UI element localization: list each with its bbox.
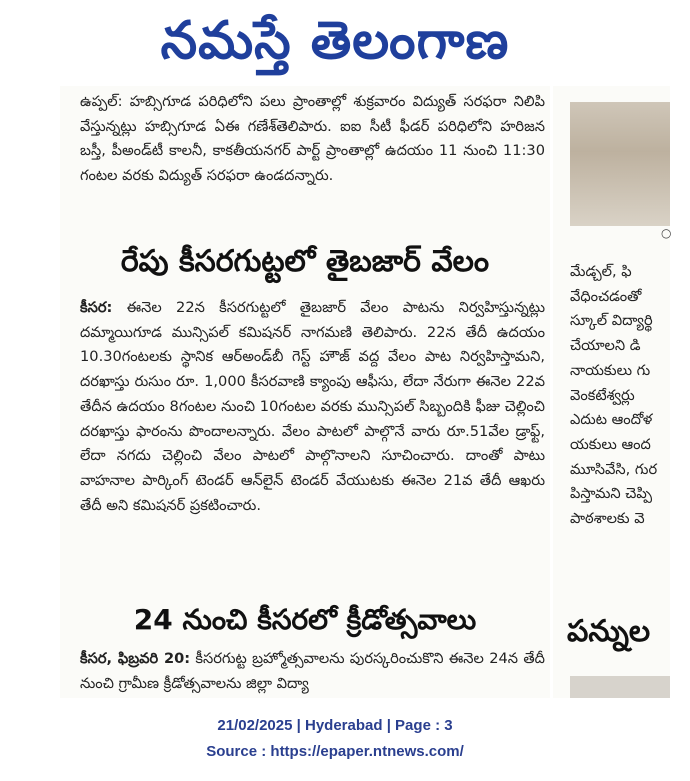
- headline-tybazar-auction: రేపు కీసరగుట్టలో తైబజార్ వేలం: [120, 244, 490, 279]
- newspaper-logo: నమస్తే తెలంగాణ: [160, 11, 510, 71]
- adjacent-column: [553, 86, 670, 698]
- masthead: [0, 0, 670, 86]
- article-sports-text: కీసరగుట్ట బ్రహ్మోత్సవాలను పురస్కరించుకొని ఈనెల 24న తేదీ నుంచి గ్రామీణ క్రీడోత్సవాలను జిల్లా విద్యా: [80, 650, 545, 692]
- adjacent-line: యకులు ఆంద: [570, 435, 651, 453]
- adjacent-line: మూసివేసి, గుర: [570, 460, 658, 478]
- article-tybazar-auction-body: [80, 296, 545, 518]
- adjacent-line: ఎదుట ఆందోళ: [570, 411, 653, 429]
- dateline-keesara: కీసర:: [80, 299, 113, 316]
- news-photo: [570, 102, 670, 226]
- adjacent-article-text: [570, 260, 690, 532]
- adjacent-line: పాఠశాలకు వె: [570, 510, 645, 528]
- adjacent-line: వేధించడంతో: [570, 287, 642, 305]
- source-link[interactable]: Source : https://epaper.ntnews.com/: [206, 743, 464, 760]
- adjacent-line: మేడ్చల్, ఫి: [570, 263, 632, 280]
- adjacent-line: స్కూల్ విద్యార్థి: [570, 312, 653, 330]
- adjacent-line: నాయకులు గు: [570, 361, 651, 379]
- footer: [0, 700, 670, 781]
- dateline-keesara-feb20: కీసర, ఫిబ్రవరి 20:: [80, 650, 191, 667]
- article-tybazar-text: ఈనెల 22న కీసరగుట్టలో తైబజార్ వేలం పాటను నిర్వహిస్తున్నట్లు దమ్మాయిగూడ మున్సిపల్ కమిషనర్ నాగమణి తెలిపారు. 22న తేదీ ఉదయం 10.30గంటలకు స్థానిక ఆర్‌అండ్‌బీ గెస్ట్ హౌజ్ వద్ద వేలం పాట నిర్వహిస్తామని, దరఖాస్తు రుసుం రూ. 1,000 కీసరవాణి క్యాంపు ఆఫీసు, లేదా నేరుగా ఈనెల 22వ తేదీన ఉదయం 8గంటల నుంచి 10గంటల వరకు మున్సిపల్ సిబ్బందికి ఫీజు చెల్లించి దరఖాస్తు ఫారంను పొందాలన్నారు. వేలం పాటలో పాల్గొనే వారు రూ.51వేల డ్రాఫ్ట్, లేదా నగదు చెల్లించి వేలం పాటలో పాల్గొనాలని సూచించారు. దాంతో పాటు వాహనాల పార్కింగ్ టెండర్ ఆన్‌లైన్ టెండర్ వేయుటకు ఈనెల 21వ తేదీ ఆఖరు తేదీ అని కమిషనర్ ప్రకటించారు.: [80, 299, 545, 514]
- photo-caption-fragment: ○: [661, 226, 672, 240]
- adjacent-line: పిస్తామని చెప్పి: [570, 485, 653, 503]
- news-photo-bottom: [570, 676, 670, 698]
- headline-sports-festival: 24 నుంచి కీసరలో క్రీడోత్సవాలు: [133, 603, 477, 636]
- article-sports-festival-body: [80, 647, 545, 696]
- adjacent-headline: పన్నుల: [567, 614, 651, 649]
- date-city-page: 21/02/2025 | Hyderabad | Page : 3: [217, 717, 453, 734]
- adjacent-line: చేయాలని డి: [570, 337, 641, 355]
- adjacent-line: వెంకటేశ్వర్లు: [570, 386, 635, 404]
- article-power-cut-text: ఉప్పల్: హబ్సిగూడ పరిధిలోని పలు ప్రాంతాల్లో శుక్రవారం విద్యుత్ సరఫరా నిలిపి వేస్తున్నట్లు హబ్సిగూడ ఏఈ గణేశ్‌తెలిపారు. ఐఐ సీటీ ఫీడర్ పరిధిలోని హరిజన బస్తీ, పీఅండ్‌టీ కాలనీ, కాకతీయనగర్ పార్ట్ ప్రాంతాల్లో ఉదయం 11 నుంచి 11:30 గంటల వరకు విద్యుత్ సరఫరా ఉండదన్నారు.: [80, 93, 545, 185]
- newspaper-clipping: [60, 86, 550, 698]
